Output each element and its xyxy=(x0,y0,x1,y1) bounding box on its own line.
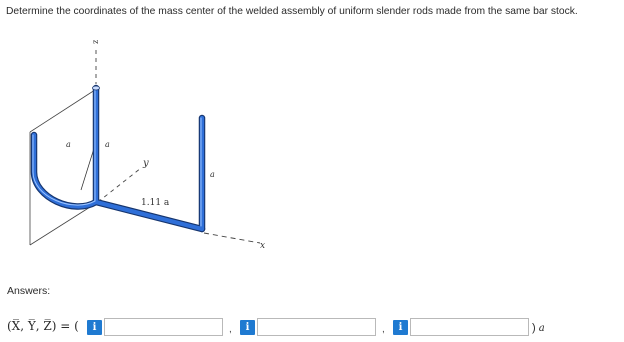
y-axis xyxy=(98,168,141,202)
x-axis-label: x xyxy=(260,241,266,251)
info-button-x[interactable]: i xyxy=(87,320,102,335)
x-bar-input[interactable] xyxy=(104,318,223,336)
y-axis-label: y xyxy=(143,158,149,169)
rod-end-cap xyxy=(93,86,100,90)
dimension-a-middle: a xyxy=(105,140,110,149)
z-bar-input[interactable] xyxy=(410,318,529,336)
info-button-z[interactable]: i xyxy=(393,320,408,335)
back-plane-line-top xyxy=(30,88,98,132)
info-button-y[interactable]: i xyxy=(240,320,255,335)
z-axis-label: z xyxy=(91,39,100,44)
x-axis xyxy=(204,233,260,243)
unit-label: a xyxy=(538,323,545,334)
closing-unit xyxy=(532,322,545,334)
y-bar-input[interactable] xyxy=(257,318,376,336)
question-text: Determine the coordinates of the mass center of the welded assembly of uniform slender rods made from the same bar stock. xyxy=(6,6,578,17)
centroid-equation-label: (X̅, Y̅, Z̅) = ( xyxy=(7,319,79,333)
answers-label: Answers: xyxy=(7,285,51,297)
dimension-length: 1.11 a xyxy=(141,198,170,208)
dimension-a-right: a xyxy=(210,170,215,179)
rod-assembly-figure xyxy=(26,30,286,260)
construction-lines xyxy=(30,88,98,245)
separator-2: , xyxy=(382,324,385,335)
closing-paren: ) xyxy=(532,322,536,334)
welded-rods xyxy=(33,88,202,229)
dimension-a-left: a xyxy=(66,140,71,149)
separator-1: , xyxy=(229,324,232,335)
